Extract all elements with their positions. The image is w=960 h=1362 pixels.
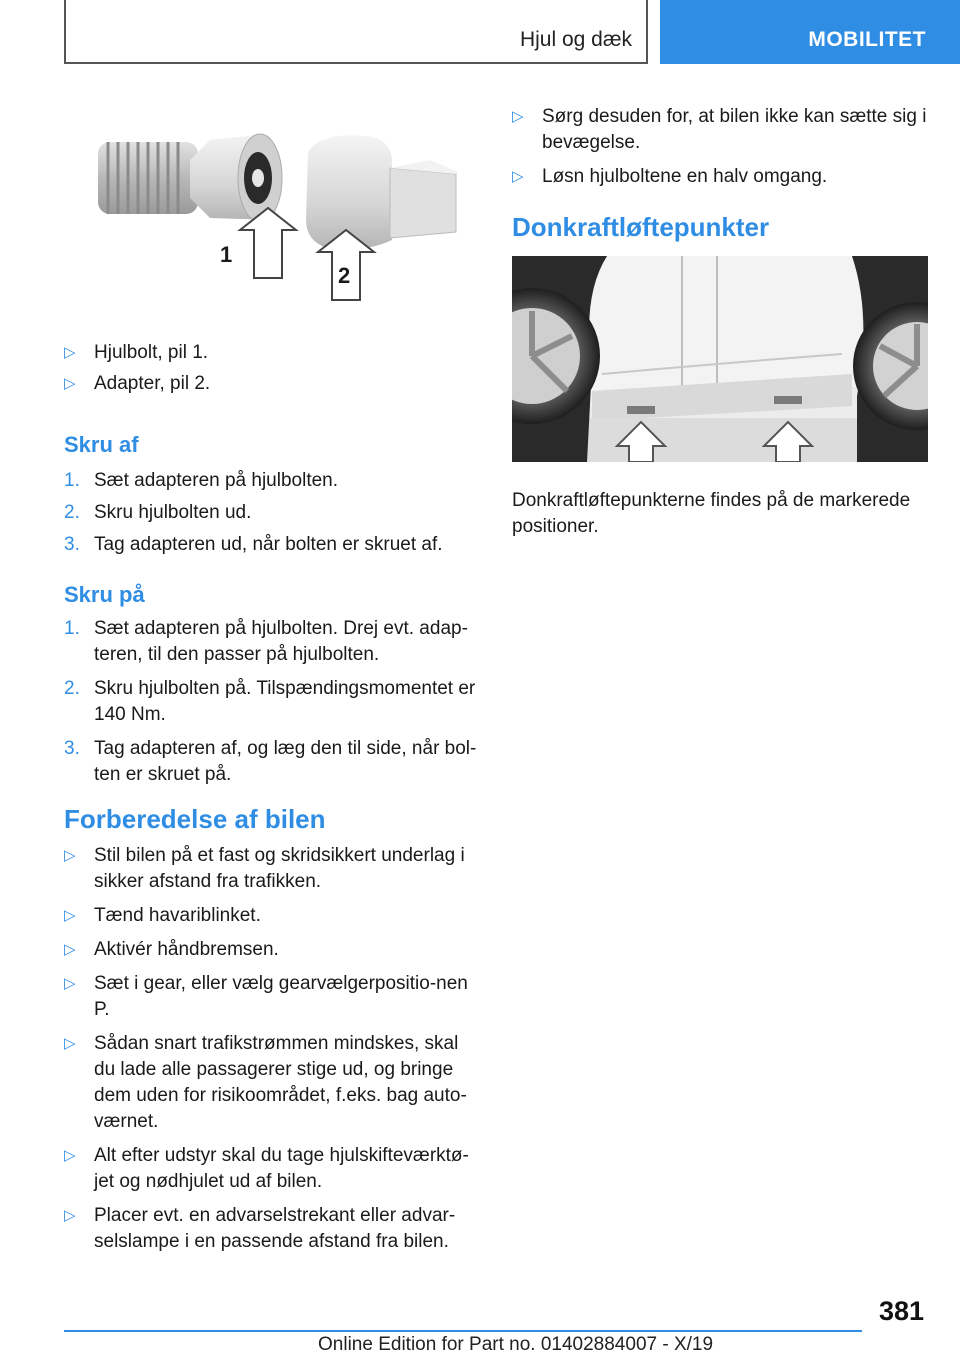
unscrew-steps bbox=[64, 468, 478, 558]
section-title-screw-on: Skru på bbox=[64, 582, 145, 607]
footer-edition: Online Edition for Part no. 01402884007 - X/19 bbox=[318, 1334, 714, 1355]
bullet-triangle-icon: ▷ bbox=[64, 1035, 76, 1052]
right-list bbox=[512, 104, 928, 190]
header-section-box bbox=[64, 0, 648, 64]
list-item: 3. Tag adapteren ud, når bolten er skruet af. bbox=[64, 534, 443, 555]
wheel-bolt-figure bbox=[90, 120, 470, 310]
bullet-triangle-icon: ▷ bbox=[64, 975, 76, 992]
list-item: ▷ Placer evt. en advarselstrekant eller advar-selslampe i en passende afstand fra bilen. bbox=[64, 1205, 456, 1252]
bullet-triangle-icon: ▷ bbox=[64, 1207, 76, 1224]
list-item: ▷ Sæt i gear, eller vælg gearvælgerpositio-nen P. bbox=[64, 973, 468, 1020]
bullet-triangle-icon: ▷ bbox=[64, 941, 76, 958]
list-item: ▷ Alt efter udstyr skal du tage hjulskifteværktø-jet og nødhjulet ud af bilen. bbox=[64, 1145, 469, 1192]
footer-divider bbox=[64, 1330, 862, 1332]
bullet-triangle-icon: ▷ bbox=[64, 344, 76, 361]
list-item: 1. Sæt adapteren på hjulbolten. bbox=[64, 470, 339, 491]
bullet-triangle-icon: ▷ bbox=[64, 375, 76, 392]
page-number: 381 bbox=[878, 1296, 924, 1326]
bullet-triangle-icon: ▷ bbox=[64, 847, 76, 864]
section-title-preparation: Forberedelse af bilen bbox=[64, 804, 326, 834]
list-item: 3. Tag adapteren af, og læg den til side, når bol-ten er skruet på. bbox=[64, 738, 477, 785]
jacking-points-figure bbox=[512, 256, 928, 462]
figure-label-2: 2 bbox=[338, 263, 351, 288]
list-item: ▷ Aktivér håndbremsen. bbox=[64, 937, 478, 963]
bullet-triangle-icon: ▷ bbox=[512, 168, 524, 185]
header-section-title: Hjul og dæk bbox=[519, 28, 632, 51]
section-title-jacking: Donkraftløftepunkter bbox=[512, 212, 770, 242]
list-item: ▷ Løsn hjulboltene en halv omgang. bbox=[512, 164, 928, 190]
list-item: ▷ Sørg desuden for, at bilen ikke kan sætte sig i bevægelse. bbox=[512, 106, 927, 153]
list-item: 2. Skru hjulbolten ud. bbox=[64, 502, 252, 523]
list-item: ▷ Hjulbolt, pil 1. bbox=[64, 340, 478, 366]
list-item: 1. Sæt adapteren på hjulbolten. Drej evt. adap-teren, til den passer på hjulbolten. bbox=[64, 618, 468, 665]
jacking-caption: Donkraftløftepunkterne findes på de markerede positioner. bbox=[512, 490, 911, 537]
bullet-triangle-icon: ▷ bbox=[512, 108, 524, 125]
header-chapter-tab bbox=[660, 0, 960, 64]
list-item: ▷ Tænd havariblinket. bbox=[64, 903, 478, 929]
list-item: ▷ Adapter, pil 2. bbox=[64, 371, 478, 397]
figure-label-1: 1 bbox=[220, 242, 233, 267]
bullet-triangle-icon: ▷ bbox=[64, 907, 76, 924]
list-item: ▷ Stil bilen på et fast og skridsikkert underlag i sikker afstand fra trafikken. bbox=[64, 845, 465, 892]
screw-on-steps bbox=[64, 616, 478, 788]
parts-list bbox=[64, 340, 478, 397]
bullet-triangle-icon: ▷ bbox=[64, 1147, 76, 1164]
preparation-list bbox=[64, 843, 478, 1255]
section-title-unscrew: Skru af bbox=[64, 432, 139, 457]
list-item: 2. Skru hjulbolten på. Tilspændingsmomentet er 140 Nm. bbox=[64, 678, 476, 725]
list-item: ▷ Sådan snart trafikstrømmen mindskes, skal du lade alle passagerer stige ud, og bringe dem uden for risikoområdet, f.eks. bag auto-værnet. bbox=[64, 1033, 467, 1132]
header-chapter-title: MOBILITET bbox=[808, 28, 926, 51]
